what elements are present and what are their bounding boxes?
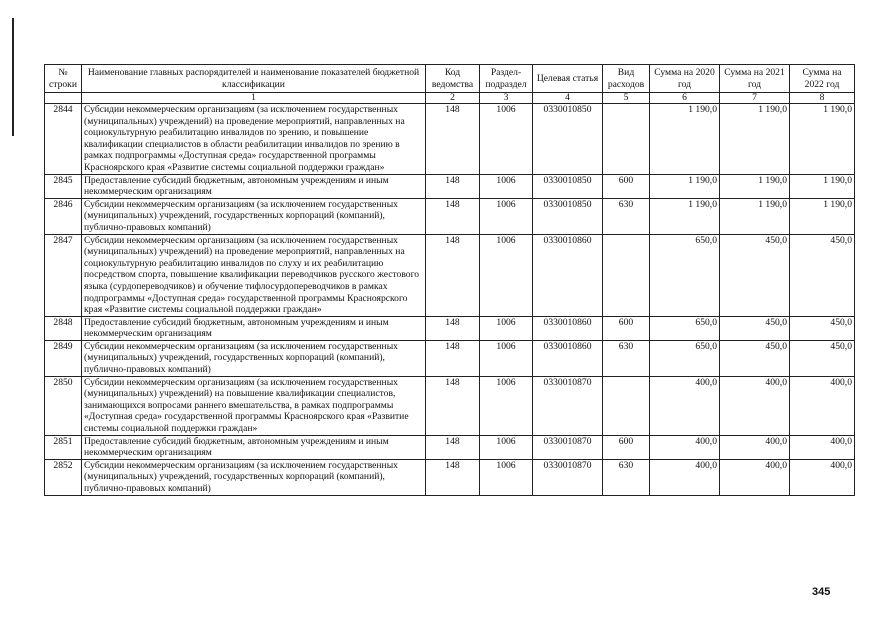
row-department-code: 148 (426, 104, 480, 175)
column-number: 7 (720, 93, 790, 104)
row-department-code: 148 (426, 316, 480, 340)
row-number: 2852 (45, 459, 82, 495)
row-sum-2020: 1 190,0 (650, 104, 720, 175)
binding-margin-line (12, 18, 14, 136)
row-sum-2020: 650,0 (650, 234, 720, 316)
row-number: 2848 (45, 316, 82, 340)
row-name: Предоставление субсидий бюджетным, автономным учреждениям и иным некоммерческим организациям (82, 174, 426, 198)
row-target-article: 0330010850 (533, 198, 603, 234)
row-expense-type (603, 104, 650, 175)
row-target-article: 0330010850 (533, 104, 603, 175)
header-target-article: Целевая статья (533, 65, 603, 93)
column-number: 1 (82, 93, 426, 104)
row-sum-2021: 400,0 (720, 376, 790, 435)
row-target-article: 0330010870 (533, 459, 603, 495)
row-sum-2020: 650,0 (650, 340, 720, 376)
row-sum-2022: 450,0 (790, 234, 855, 316)
row-sum-2020: 1 190,0 (650, 198, 720, 234)
header-section: Раздел-подраздел (480, 65, 533, 93)
row-department-code: 148 (426, 435, 480, 459)
header-sum-2020: Сумма на 2020 год (650, 65, 720, 93)
table-row (45, 376, 855, 435)
row-target-article: 0330010870 (533, 435, 603, 459)
row-number: 2849 (45, 340, 82, 376)
row-number: 2846 (45, 198, 82, 234)
row-sum-2021: 1 190,0 (720, 174, 790, 198)
row-expense-type: 600 (603, 174, 650, 198)
row-expense-type: 630 (603, 198, 650, 234)
row-department-code: 148 (426, 376, 480, 435)
row-section: 1006 (480, 104, 533, 175)
row-sum-2021: 450,0 (720, 340, 790, 376)
row-sum-2020: 400,0 (650, 376, 720, 435)
header-department-code: Код ведомства (426, 65, 480, 93)
row-sum-2022: 1 190,0 (790, 198, 855, 234)
row-section: 1006 (480, 340, 533, 376)
column-number: 6 (650, 93, 720, 104)
row-target-article: 0330010860 (533, 234, 603, 316)
row-target-article: 0330010850 (533, 174, 603, 198)
row-department-code: 148 (426, 174, 480, 198)
header-expense-type: Вид расходов (603, 65, 650, 93)
row-sum-2022: 400,0 (790, 459, 855, 495)
row-name: Субсидии некоммерческим организациям (за исключением государственных (муниципальных) учреждений) на проведение мероприятий, направленных на социокультурную реабилитацию инвалидов по слуху и их реабилитацию посредством спорта, повышение квалификации переводчиков русского жестового языка (сурдопереводчиков) и обучение тифлосурдопереводчиков в рамках подпрограммы «Доступная среда» государственной программы Красноярского края «Развитие системы социальной поддержки граждан» (82, 234, 426, 316)
table-row (45, 316, 855, 340)
row-sum-2022: 400,0 (790, 435, 855, 459)
row-number: 2844 (45, 104, 82, 175)
table-header-row (45, 65, 855, 93)
row-sum-2021: 450,0 (720, 316, 790, 340)
row-number: 2850 (45, 376, 82, 435)
column-number: 5 (603, 93, 650, 104)
table-row (45, 340, 855, 376)
row-target-article: 0330010860 (533, 340, 603, 376)
column-number: 2 (426, 93, 480, 104)
column-number: 4 (533, 93, 603, 104)
row-section: 1006 (480, 198, 533, 234)
row-sum-2020: 400,0 (650, 459, 720, 495)
row-sum-2021: 400,0 (720, 435, 790, 459)
header-sum-2021: Сумма на 2021 год (720, 65, 790, 93)
row-department-code: 148 (426, 234, 480, 316)
row-department-code: 148 (426, 459, 480, 495)
table-row (45, 234, 855, 316)
row-sum-2022: 1 190,0 (790, 174, 855, 198)
budget-table (44, 64, 855, 496)
row-expense-type: 600 (603, 316, 650, 340)
row-section: 1006 (480, 174, 533, 198)
table-row (45, 198, 855, 234)
row-sum-2020: 400,0 (650, 435, 720, 459)
column-number: 3 (480, 93, 533, 104)
row-sum-2022: 1 190,0 (790, 104, 855, 175)
row-name: Субсидии некоммерческим организациям (за исключением государственных (муниципальных) учреждений, государственных корпораций (компаний), публично-правовых компаний) (82, 198, 426, 234)
table-row (45, 435, 855, 459)
row-expense-type: 630 (603, 340, 650, 376)
column-number-row (45, 93, 855, 104)
row-name: Предоставление субсидий бюджетным, автономным учреждениям и иным некоммерческим организациям (82, 435, 426, 459)
row-name: Предоставление субсидий бюджетным, автономным учреждениям и иным некоммерческим организациям (82, 316, 426, 340)
page-number: 345 (812, 586, 831, 598)
row-section: 1006 (480, 234, 533, 316)
header-row-number: № строки (45, 65, 82, 93)
row-sum-2021: 400,0 (720, 459, 790, 495)
column-number (45, 93, 82, 104)
table-row (45, 459, 855, 495)
row-target-article: 0330010860 (533, 316, 603, 340)
header-sum-2022: Сумма на 2022 год (790, 65, 855, 93)
row-name: Субсидии некоммерческим организациям (за исключением государственных (муниципальных) учреждений) на повышение квалификации специалистов, занимающихся вопросами раннего вмешательства, в рамках подпрограммы «Доступная среда» государственной программы Красноярского края «Развитие системы социальной поддержки граждан» (82, 376, 426, 435)
row-sum-2021: 1 190,0 (720, 104, 790, 175)
row-section: 1006 (480, 316, 533, 340)
row-name: Субсидии некоммерческим организациям (за исключением государственных (муниципальных) учреждений) на проведение мероприятий, направленных на социокультурную реабилитацию инвалидов по зрению, и повышение квалификации специалистов в области реабилитации инвалидов по зрению в рамках подпрограммы «Доступная среда» государственной программы Красноярского края «Развитие системы социальной поддержки граждан» (82, 104, 426, 175)
row-target-article: 0330010870 (533, 376, 603, 435)
row-expense-type (603, 376, 650, 435)
row-section: 1006 (480, 459, 533, 495)
table-row (45, 174, 855, 198)
row-expense-type (603, 234, 650, 316)
row-sum-2021: 1 190,0 (720, 198, 790, 234)
row-section: 1006 (480, 435, 533, 459)
row-expense-type: 600 (603, 435, 650, 459)
row-number: 2845 (45, 174, 82, 198)
header-name: Наименование главных распорядителей и наименование показателей бюджетной классификации (82, 65, 426, 93)
row-section: 1006 (480, 376, 533, 435)
row-expense-type: 630 (603, 459, 650, 495)
row-sum-2020: 1 190,0 (650, 174, 720, 198)
row-sum-2022: 450,0 (790, 316, 855, 340)
row-department-code: 148 (426, 340, 480, 376)
row-name: Субсидии некоммерческим организациям (за исключением государственных (муниципальных) учреждений, государственных корпораций (компаний), публично-правовых компаний) (82, 340, 426, 376)
table-row (45, 104, 855, 175)
row-department-code: 148 (426, 198, 480, 234)
row-sum-2022: 400,0 (790, 376, 855, 435)
row-name: Субсидии некоммерческим организациям (за исключением государственных (муниципальных) учреждений, государственных корпораций (компаний), публично-правовых компаний) (82, 459, 426, 495)
row-sum-2020: 650,0 (650, 316, 720, 340)
row-sum-2022: 450,0 (790, 340, 855, 376)
row-number: 2851 (45, 435, 82, 459)
row-sum-2021: 450,0 (720, 234, 790, 316)
column-number: 8 (790, 93, 855, 104)
row-number: 2847 (45, 234, 82, 316)
